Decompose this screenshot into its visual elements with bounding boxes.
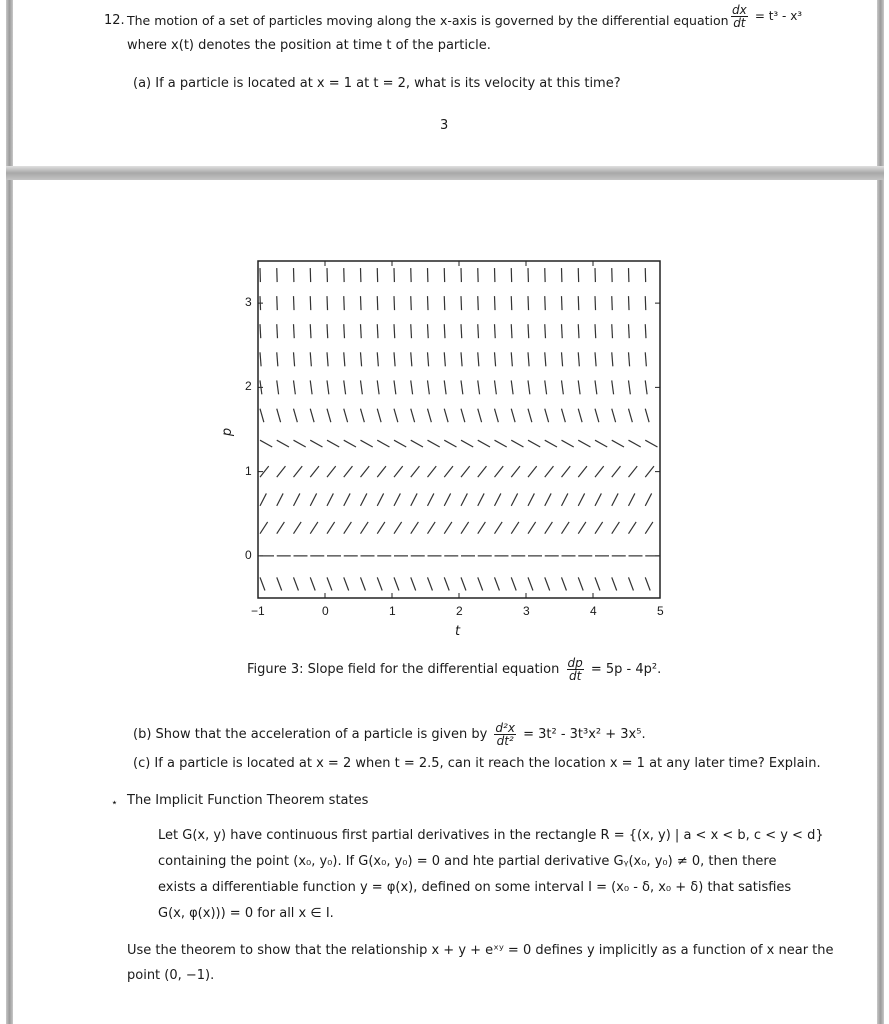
slope-segment [411, 352, 412, 366]
slope-segment [612, 296, 613, 310]
slope-segment [411, 409, 415, 422]
slope-segment [444, 324, 445, 338]
slope-segment [428, 493, 434, 505]
slope-segment [411, 296, 412, 310]
problem-intro-line1: The motion of a set of particles moving along the x-axis is governed by the differential equation [127, 13, 729, 28]
slope-segment [562, 380, 564, 394]
slope-segment [495, 522, 503, 534]
slope-segment [411, 522, 419, 534]
slope-segment [277, 493, 283, 505]
slope-segment [461, 352, 462, 366]
slope-segment [528, 577, 533, 590]
slope-segment [645, 440, 657, 447]
fraction-numerator: d²x [495, 721, 515, 735]
theorem-line-2: containing the point (x₀, y₀). If G(x₀, y₀) = 0 and hte partial derivative Gᵧ(x₀, y₀) ≠ 0, then there [158, 854, 777, 869]
slope-segment [327, 380, 329, 394]
slope-segment [428, 466, 437, 477]
slope-segment [428, 440, 440, 447]
slope-segment [377, 466, 386, 477]
slope-segment [545, 380, 547, 394]
slope-segment [260, 440, 272, 447]
slope-segment [645, 493, 651, 505]
dp-dt-fraction [567, 657, 584, 682]
figure-caption [247, 657, 661, 682]
slope-segment [511, 493, 517, 505]
page-number: 3 [440, 118, 449, 133]
slope-segment [578, 324, 579, 338]
slope-segment [344, 466, 353, 477]
slope-segment [495, 493, 501, 505]
slope-segment [478, 409, 482, 422]
theorem-line-1: Let G(x, y) have continuous first partial derivatives in the rectangle R = {(x, y) | a < x < b, c < y < d} [158, 828, 824, 843]
slope-segment [327, 296, 328, 310]
slope-segment [478, 577, 483, 590]
slope-segment [612, 440, 624, 447]
slope-segment [260, 352, 261, 366]
slope-segment [545, 352, 546, 366]
slope-segment [277, 409, 281, 422]
slope-segment [294, 522, 302, 534]
slope-segment [612, 466, 621, 477]
slope-segment [645, 380, 647, 394]
slope-segment [344, 409, 348, 422]
slope-segment [578, 380, 580, 394]
slope-segment [327, 409, 331, 422]
slope-segment [277, 577, 282, 590]
slope-segment [562, 324, 563, 338]
part-b-text: (b) Show that the acceleration of a particle is given by [133, 727, 488, 742]
slope-segment [645, 296, 646, 310]
slope-segment [411, 440, 423, 447]
slope-segment [528, 522, 536, 534]
slope-segment [478, 352, 479, 366]
slope-segment [377, 440, 389, 447]
slope-segment [260, 296, 261, 310]
slope-segment [612, 522, 620, 534]
slope-segment [294, 440, 306, 447]
slope-segment [562, 577, 567, 590]
slope-segment [562, 440, 574, 447]
x-tick-label: 0 [322, 604, 329, 618]
slope-segment [495, 577, 500, 590]
part-b-question [133, 722, 646, 747]
slope-segment [629, 577, 634, 590]
slope-segment [310, 493, 316, 505]
slope-segment [361, 466, 370, 477]
slope-segment [377, 296, 378, 310]
slope-segment [327, 493, 333, 505]
slope-segment [310, 466, 319, 477]
problem-number: 12. [104, 13, 125, 28]
slope-segment [578, 466, 587, 477]
fraction-numerator: dx [732, 3, 747, 17]
slope-segment [645, 409, 649, 422]
slope-segment [428, 522, 436, 534]
slope-segment [511, 440, 523, 447]
slope-segment [310, 577, 315, 590]
slope-segment [377, 352, 378, 366]
slope-segment [578, 577, 583, 590]
slope-segment [595, 440, 607, 447]
slope-segment [310, 352, 311, 366]
slope-segment [344, 296, 345, 310]
slope-segment [478, 324, 479, 338]
slope-segment [277, 324, 278, 338]
slope-segment [411, 324, 412, 338]
slope-segment [260, 522, 268, 534]
slope-segment [377, 324, 378, 338]
x-tick-label: 4 [590, 604, 597, 618]
slope-segment [511, 324, 512, 338]
equation-rhs: = t³ - x³ [754, 9, 803, 23]
slope-segment [645, 577, 650, 590]
slope-segment [612, 409, 616, 422]
slope-segment [327, 440, 339, 447]
slope-segment [444, 380, 446, 394]
slope-segment [612, 577, 617, 590]
fraction-denominator: dt [733, 16, 746, 30]
slope-segment [277, 380, 279, 394]
slope-segment [294, 466, 303, 477]
slope-segment [578, 522, 586, 534]
slope-segment [562, 352, 563, 366]
slope-segment [361, 409, 365, 422]
slope-segment [629, 409, 633, 422]
slope-segment [495, 440, 507, 447]
task-line-1: Use the theorem to show that the relationship x + y + eˣʸ = 0 defines y implicitly as a function of x near the [127, 943, 834, 958]
slope-segment [528, 296, 529, 310]
slope-segment [377, 493, 383, 505]
slope-segment [377, 577, 382, 590]
task-line-2: point (0, −1). [127, 968, 215, 983]
slope-segment [545, 522, 553, 534]
slope-segment [461, 380, 463, 394]
slope-segment [327, 577, 332, 590]
slope-segment [595, 296, 596, 310]
slope-segment [428, 324, 429, 338]
theorem-line-3: exists a differentiable function y = φ(x), defined on some interval I = (x₀ - δ, x₀ + δ) that satisfies [158, 880, 792, 895]
slope-segment [394, 324, 395, 338]
slope-segment [327, 466, 336, 477]
slope-segment [277, 440, 289, 447]
slope-segment [595, 493, 601, 505]
slope-segment [578, 493, 584, 505]
slope-segment [645, 522, 653, 534]
slope-segment [394, 493, 400, 505]
slope-segment [444, 409, 448, 422]
slope-segment [562, 493, 568, 505]
slope-segment [629, 493, 635, 505]
part-a-question: (a) If a particle is located at x = 1 at t = 2, what is its velocity at this time? [133, 76, 621, 91]
slope-segment [310, 522, 318, 534]
slope-segment [327, 522, 335, 534]
slope-segment [595, 409, 599, 422]
y-tick-label: 3 [245, 295, 252, 310]
slope-segment [394, 440, 406, 447]
slope-segment [545, 324, 546, 338]
slope-segment [361, 493, 367, 505]
slope-segment [444, 352, 445, 366]
slope-segment [629, 380, 631, 394]
slope-segment [344, 577, 349, 590]
slope-segment [461, 409, 465, 422]
slope-segment [528, 380, 530, 394]
slope-segment [645, 466, 654, 477]
slope-segment [562, 522, 570, 534]
slope-segment [595, 577, 600, 590]
slope-segment [394, 380, 396, 394]
slope-segment [310, 409, 314, 422]
slope-segment [461, 466, 470, 477]
y-tick-label: 1 [245, 463, 252, 478]
slope-segment [595, 324, 596, 338]
slope-segment [294, 324, 295, 338]
slope-segment [545, 493, 551, 505]
slope-segment [444, 296, 445, 310]
slope-segment [478, 296, 479, 310]
slope-segment [377, 522, 385, 534]
slope-segment [260, 493, 266, 505]
slope-segment [294, 409, 298, 422]
slope-segment [629, 352, 630, 366]
slope-segment [428, 352, 429, 366]
slope-segment [344, 352, 345, 366]
slope-segment [478, 522, 486, 534]
slope-segment [612, 493, 618, 505]
slope-segment [595, 380, 597, 394]
slope-segment [310, 296, 311, 310]
slope-segment [394, 466, 403, 477]
part-c-question: (c) If a particle is located at x = 2 when t = 2.5, can it reach the location x = 1 at any later time? Explain. [133, 756, 821, 771]
slope-segment [528, 493, 534, 505]
slope-segment [444, 522, 452, 534]
slope-segment [361, 352, 362, 366]
star-bullet-icon: ⋆ [111, 796, 118, 809]
slope-segment [595, 522, 603, 534]
slope-segment [277, 522, 285, 534]
theorem-line-4: G(x, φ(x))) = 0 for all x ∈ I. [158, 906, 334, 921]
slope-segment [294, 296, 295, 310]
slope-segment [461, 296, 462, 310]
slope-segment [511, 577, 516, 590]
slope-segment [277, 466, 286, 477]
slope-segment [511, 522, 519, 534]
slope-segment [478, 493, 484, 505]
slope-segment [629, 522, 637, 534]
y-tick-label: 2 [245, 379, 252, 394]
slope-segment [578, 440, 590, 447]
slope-segment [495, 324, 496, 338]
caption-text: Figure 3: Slope field for the differential equation [247, 662, 560, 677]
slope-segment [612, 324, 613, 338]
slope-segment [578, 409, 582, 422]
x-tick-label: 2 [456, 604, 463, 618]
slope-segment [645, 352, 646, 366]
slope-segment [511, 466, 520, 477]
slope-segment [361, 577, 366, 590]
x-tick-label: −1 [251, 604, 265, 618]
slope-segment [361, 522, 369, 534]
slope-segment [478, 380, 480, 394]
slope-segment [528, 466, 537, 477]
slope-segment [361, 324, 362, 338]
slope-segment [495, 380, 497, 394]
slope-segment [612, 352, 613, 366]
slope-segment [377, 380, 379, 394]
slope-segment [528, 352, 529, 366]
slope-segment [428, 380, 430, 394]
plot-frame [258, 261, 660, 598]
fraction-numerator: dp [567, 656, 583, 670]
slope-segment [394, 352, 395, 366]
slope-segment [394, 522, 402, 534]
slope-segment [511, 296, 512, 310]
slope-segment [629, 296, 630, 310]
slope-segment [461, 440, 473, 447]
slope-segment [478, 440, 490, 447]
slope-segment [444, 493, 450, 505]
slope-segment [344, 440, 356, 447]
slope-segment [495, 466, 504, 477]
slope-segment [629, 324, 630, 338]
slope-segment [461, 577, 466, 590]
slope-segment [294, 577, 299, 590]
slope-segment [528, 409, 532, 422]
slope-segment [344, 522, 352, 534]
slope-segment [444, 577, 449, 590]
slope-segment [495, 296, 496, 310]
slope-segment [411, 493, 417, 505]
slope-segment [394, 296, 395, 310]
slope-segment [461, 493, 467, 505]
slope-segment [310, 324, 311, 338]
slope-segment [645, 324, 646, 338]
x-tick-label: 5 [657, 604, 664, 618]
slope-segment [511, 409, 515, 422]
slope-segment [294, 493, 300, 505]
slope-segment [411, 577, 416, 590]
slope-segment [260, 324, 261, 338]
theorem-heading: The Implicit Function Theorem states [127, 793, 369, 808]
slope-segment [310, 380, 312, 394]
x-axis-label: t [455, 624, 461, 639]
slope-segment [612, 380, 614, 394]
caption-equation-rhs: = 5p - 4p². [590, 662, 662, 677]
d2x-dt2-fraction [494, 722, 516, 747]
slope-segment [562, 296, 563, 310]
slope-segment [361, 380, 363, 394]
slope-segment [394, 409, 398, 422]
slope-segment [361, 440, 373, 447]
slope-segment [562, 466, 571, 477]
slope-segment [495, 409, 499, 422]
slope-segment [411, 380, 413, 394]
slope-segment [545, 466, 554, 477]
slope-segment [545, 409, 549, 422]
slope-segment [428, 577, 433, 590]
slope-segment [361, 296, 362, 310]
slope-segment [444, 440, 456, 447]
slope-segment [260, 577, 265, 590]
slope-segment [545, 296, 546, 310]
slope-segment [461, 324, 462, 338]
slope-segment [578, 296, 579, 310]
slope-segment [511, 380, 513, 394]
slope-segment [327, 352, 328, 366]
y-tick-label: 0 [245, 547, 252, 562]
slope-segment [260, 409, 264, 422]
slope-segment [444, 466, 453, 477]
slope-segment [528, 324, 529, 338]
part-b-equation-rhs: = 3t² - 3t³x² + 3x⁵. [523, 727, 646, 742]
slope-segment [411, 466, 420, 477]
slope-segment [545, 440, 557, 447]
slope-segment [545, 577, 550, 590]
slope-segment [310, 440, 322, 447]
slope-segment [595, 352, 596, 366]
slope-segment [495, 352, 496, 366]
fraction-denominator: dt² [496, 734, 514, 748]
fraction-denominator: dt [568, 669, 582, 683]
slope-segment [528, 440, 540, 447]
slope-segment [277, 352, 278, 366]
slope-segment [344, 493, 350, 505]
slope-segment [578, 352, 579, 366]
slope-segment [562, 409, 566, 422]
slope-segment [394, 577, 399, 590]
x-tick-label: 3 [523, 604, 530, 618]
x-tick-label: 1 [389, 604, 396, 618]
slope-segment [629, 440, 641, 447]
slope-segment [478, 466, 487, 477]
slope-segment [428, 296, 429, 310]
slope-segment [461, 522, 469, 534]
slope-segment [511, 352, 512, 366]
slope-segment [277, 296, 278, 310]
slope-segment [294, 352, 295, 366]
slope-segment [294, 380, 296, 394]
slope-segment [428, 409, 432, 422]
slope-segment [377, 409, 381, 422]
slope-segment [595, 466, 604, 477]
slope-segment [344, 380, 346, 394]
slope-segment [344, 324, 345, 338]
slope-segment [327, 324, 328, 338]
y-axis-label: p [220, 427, 236, 437]
slope-segment [629, 466, 638, 477]
problem-intro-line2: where x(t) denotes the position at time t of the particle. [127, 38, 491, 53]
